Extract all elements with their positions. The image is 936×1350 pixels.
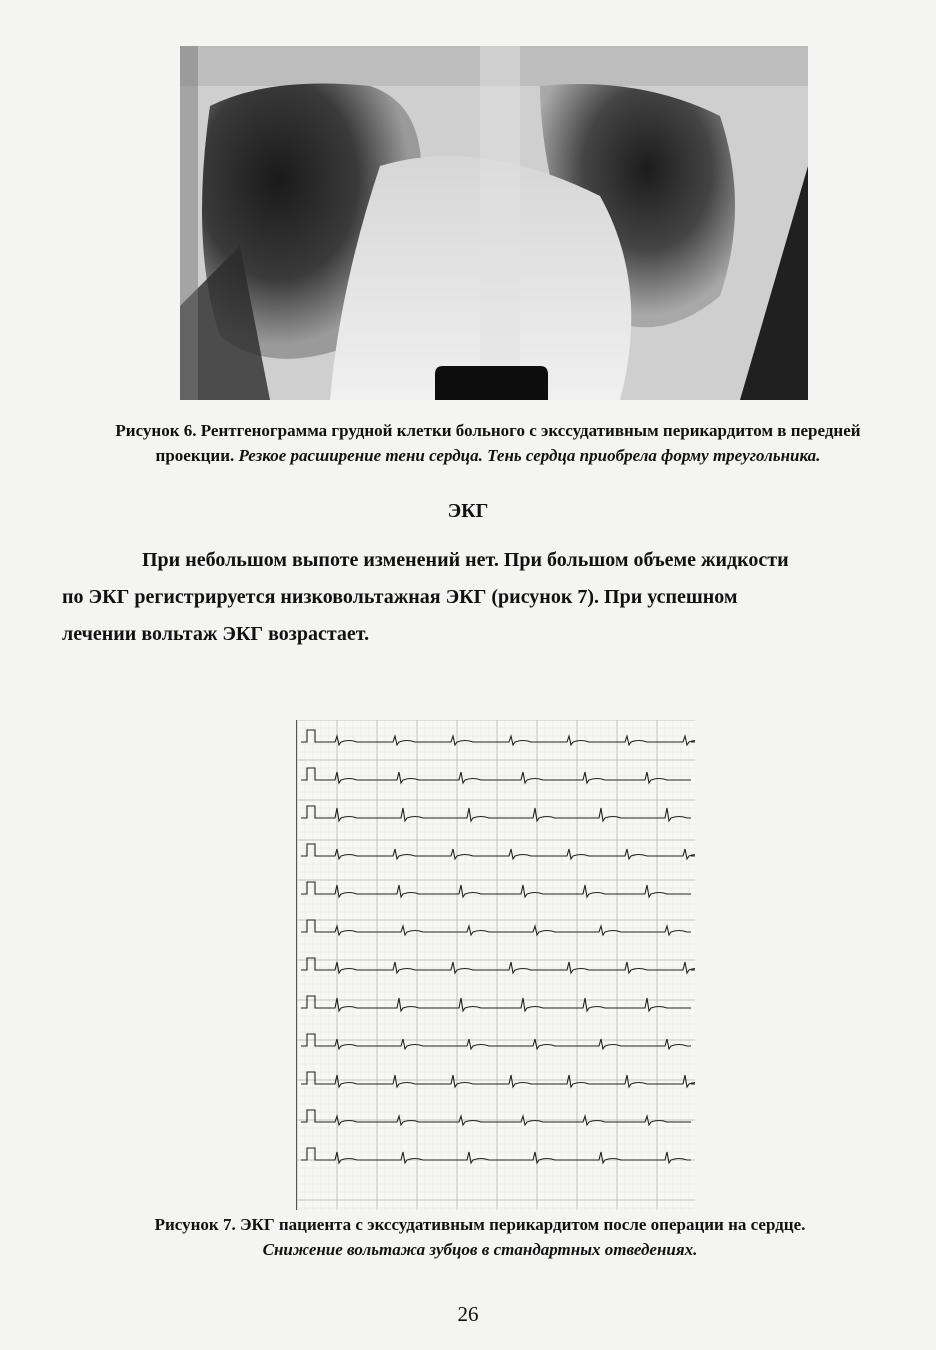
ecg-trace [301, 730, 695, 745]
ecg-trace [301, 844, 695, 859]
ecg-trace [301, 1148, 691, 1163]
ecg-trace [301, 1072, 695, 1087]
ecg-trace [301, 1034, 691, 1049]
figure-6-caption-bold: Рисунок 6. Рентгенограмма грудной клетки больного с экссудативным перикардитом в передней проекции. [115, 421, 861, 465]
chest-xray-image [180, 46, 808, 400]
body-line-2: по ЭКГ регистрируется низковольтажная ЭКГ (рисунок 7). При успешном [62, 586, 738, 608]
body-paragraph [62, 542, 912, 653]
ecg-trace [301, 882, 691, 897]
body-line-1: При небольшом выпоте изменений нет. При большом объеме жидкости [142, 549, 789, 571]
figure-6-caption [78, 418, 898, 468]
body-line-3: лечении вольтаж ЭКГ возрастает. [62, 623, 370, 645]
ecg-trace [301, 768, 691, 783]
figure-7-caption-bold: Рисунок 7. ЭКГ пациента с экссудативным перикардитом после операции на сердце. [154, 1215, 806, 1234]
figure-6-caption-italic: Резкое расширение тени сердца. Тень сердца приобрела форму треугольника. [238, 446, 821, 465]
section-heading: ЭКГ [447, 500, 489, 522]
ecg-trace [301, 996, 691, 1011]
figure-7-caption [40, 1212, 920, 1262]
ecg-image [296, 720, 695, 1210]
ecg-trace [301, 920, 691, 935]
figure-7-caption-italic: Снижение вольтажа зубцов в стандартных отведениях. [262, 1240, 698, 1259]
page-number: 26 [457, 1302, 479, 1326]
